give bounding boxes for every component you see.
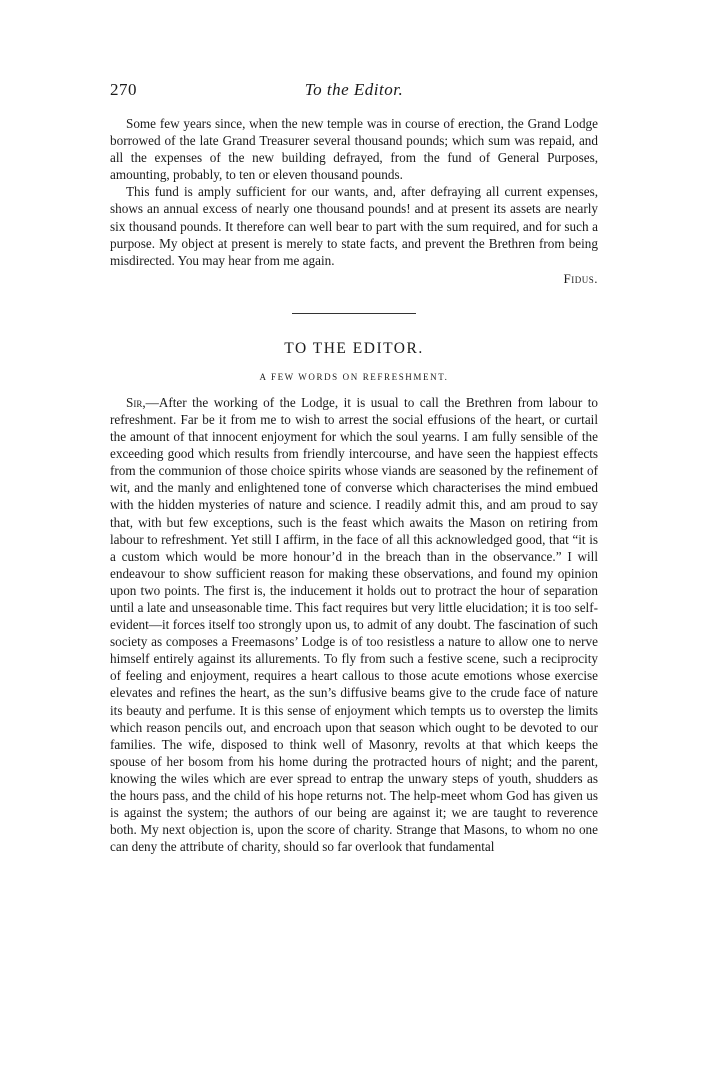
signature: Fidus.	[563, 270, 598, 286]
section-subtitle: A FEW WORDS ON REFRESHMENT.	[259, 371, 449, 382]
second-letter	[110, 340, 598, 856]
first-letter-paragraph-2: This fund is amply sufficient for our wants, and, after defraying all current expenses, shows an annual excess of nearly one thousand pounds! and at present its assets are nearly six thousand pounds. It therefore can well bear to part with the sum required, and for such a purpose. My object at present is merely to state facts, and prevent the Brethren from being misdirected. You may hear from me again.	[110, 184, 598, 268]
section-title: TO THE EDITOR.	[284, 339, 424, 357]
letter-text: —After the working of the Lodge, it is usual to call the Brethren from labour to refreshment. Far be it from me to wish to arrest the social effusions of the heart, or curtail the amount of that innocent enjoyment for which the soul yearns. I am fully sensible of the exceeding good which results from friendly intercourse, and have seen the happiest effects from the communion of those choice spirits whose viands are seasoned by the refinement of wit, and the manly and enlightened tone of converse which characterises the mind embued with the hidden mysteries of nature and science. I readily admit this, and am proud to say that, with but few exceptions, such is the feast which awaits the Mason on retiring from labour to refreshment. Yet still I affirm, in the face of all this acknowledged good, that “it is a custom which would be more honour’d in the breach than in the observance.” I will endeavour to show sufficient reason for making these observations, and found my opinion upon two points. The first is, the inducement it holds out to protract the hour of separation until a late and unseasonable time. This fact requires but very little elucidation; it is too self-evident—it forces itself too strongly upon us, to admit of any doubt. The fascination of such society as composes a Freemasons’ Lodge is of too resistless a nature to allow one to nerve himself entirely against its allurements. To fly from such a festive scene, such a reciprocity of feeling and enjoyment, requires a heart callous to those acute emotions whose exercise elevates and refines the heart, as the sun’s diffusive beams give to the crude face of nature its beauty and perfume. It is this sense of enjoyment which tempts us to overstep the limits which reason pencils out, and encroach upon that season which ought to be devoted to our families. The wife, disposed to think well of Masonry, revolts at that which keeps the spouse of her bosom from his home during the protracted hours of night; and the parent, knowing the wiles which are ever spread to entrap the unwary steps of youth, shudders as the hours pass, and the child of his hope returns not. The help-meet whom God has given us is against the system; the authors of our being are against it; we are taught to reverence both. My next objection is, upon the score of charity. Strange that Masons, to whom no one can deny the attribute of charity, should so far overlook that fundamental	[110, 394, 598, 855]
first-letter-paragraph-1: Some few years since, when the new temple was in course of erection, the Grand Lodge borrowed of the late Grand Treasurer several thousand pounds; which sum was repaid, and all the expenses of the new building defrayed, from the fund of General Purposes, amounting, probably, to ten or eleven thousand pounds.	[110, 116, 598, 183]
running-head: To the Editor.	[304, 80, 404, 99]
letter-body	[110, 394, 598, 856]
salutation: Sir,	[126, 394, 146, 410]
page-number: 270	[110, 80, 137, 99]
page-header	[110, 80, 598, 106]
first-letter	[110, 115, 598, 287]
page	[110, 80, 598, 855]
section-divider	[292, 313, 416, 314]
